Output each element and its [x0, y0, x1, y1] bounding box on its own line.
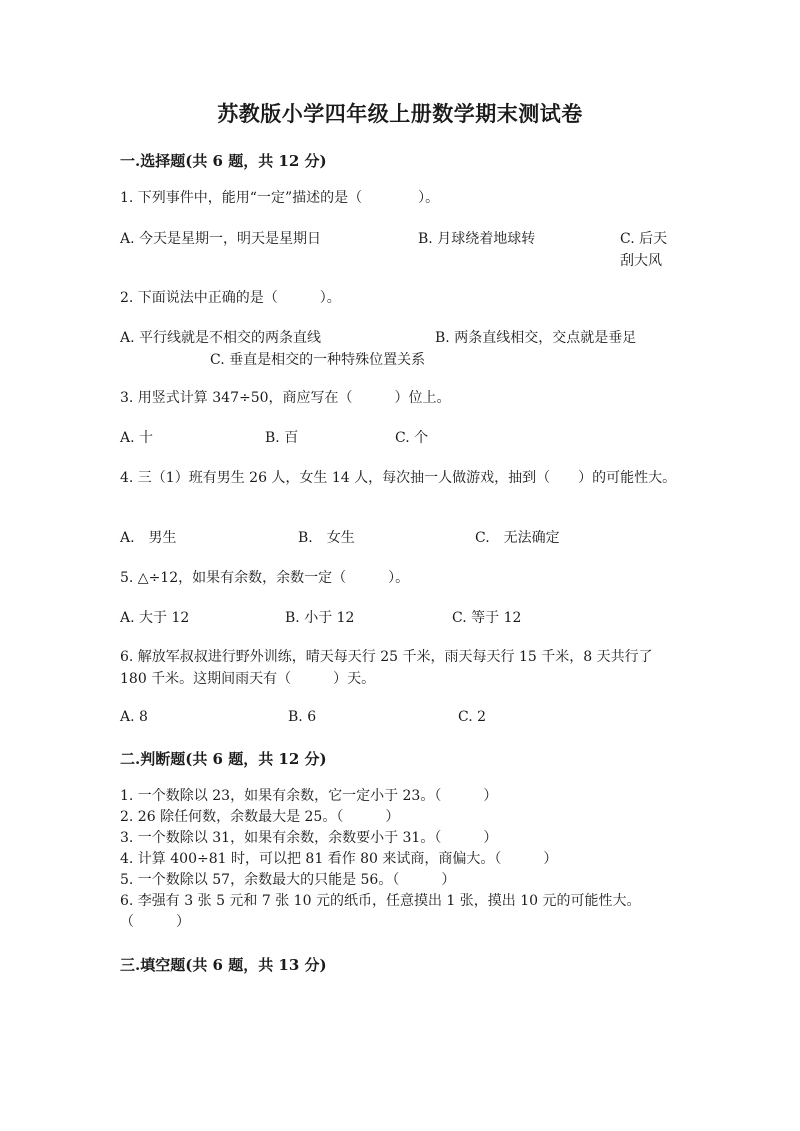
option-a: A. 十 — [120, 430, 154, 446]
option-a: A. 平行线就是不相交的两条直线 — [120, 330, 322, 346]
section-heading-choice: 一.选择题(共 6 题，共 12 分) — [120, 152, 327, 170]
option-b: B. 女生 — [298, 530, 355, 546]
judgement-item: 2. 26 除任何数，余数最大是 25。（ ） — [120, 809, 400, 825]
judgement-item: 1. 一个数除以 23，如果有余数，它一定小于 23。（ ） — [120, 788, 498, 804]
option-c: C. 等于 12 — [452, 610, 522, 626]
question-stem: 1. 下列事件中，能用“一定”描述的是（ ）。 — [120, 190, 440, 206]
option-a: A. 大于 12 — [120, 610, 190, 626]
question-options — [120, 427, 680, 449]
question-options — [120, 527, 680, 549]
option-b: B. 小于 12 — [285, 610, 355, 626]
exam-title: 苏教版小学四年级上册数学期末测试卷 — [217, 101, 583, 126]
option-a: A. 今天是星期一，明天是星期日 — [120, 231, 322, 247]
question-options — [120, 327, 680, 371]
option-c: C. 无法确定 — [475, 530, 560, 546]
option-c: C. 个 — [395, 430, 429, 446]
question-options — [120, 706, 680, 728]
option-c-text: C. 后天刮大风 — [620, 231, 668, 269]
judgement-item: 5. 一个数除以 57，余数最大的只能是 56。（ ） — [120, 872, 456, 888]
section-heading-judgement: 二.判断题(共 6 题，共 12 分) — [120, 750, 327, 768]
section-heading-fill-blank: 三.填空题(共 6 题，共 13 分) — [120, 956, 327, 974]
option-b: B. 百 — [265, 430, 299, 446]
judgement-item: 3. 一个数除以 31，如果有余数，余数要小于 31。（ ） — [120, 830, 498, 846]
question-options — [120, 607, 680, 629]
option-a: A. 8 — [120, 709, 148, 725]
question-stem: 5. △÷12，如果有余数，余数一定（ ）。 — [120, 570, 410, 586]
option-c: C. 垂直是相交的一种特殊位置关系 — [210, 352, 426, 368]
option-b: B. 月球绕着地球转 — [418, 231, 536, 247]
question-stem: 3. 用竖式计算 347÷50，商应写在（ ）位上。 — [120, 390, 451, 406]
judgement-list — [120, 786, 680, 933]
option-a: A. 男生 — [120, 530, 177, 546]
option-c — [620, 228, 680, 272]
question-stem: 4. 三（1）班有男生 26 人，女生 14 人，每次抽一人做游戏，抽到（ ）的可能性大。 — [120, 470, 677, 486]
option-c: C. 2 — [458, 709, 487, 725]
option-b: B. 两条直线相交，交点就是垂足 — [435, 330, 637, 346]
question-stem: 6. 解放军叔叔进行野外训练，晴天每天行 25 千米，雨天每天行 15 千米，8 天共行了 180 千米。这期间雨天有（ ）天。 — [120, 649, 653, 687]
judgement-item: 6. 李强有 3 张 5 元和 7 张 10 元的纸币，任意摸出 1 张，摸出 10 元的可能性大。（ ） — [120, 893, 641, 930]
question-stem: 2. 下面说法中正确的是（ ）。 — [120, 290, 341, 306]
question-options — [120, 228, 680, 272]
judgement-item: 4. 计算 400÷81 时，可以把 81 看作 80 来试商，商偏大。（ ） — [120, 851, 558, 867]
option-b: B. 6 — [288, 709, 317, 725]
